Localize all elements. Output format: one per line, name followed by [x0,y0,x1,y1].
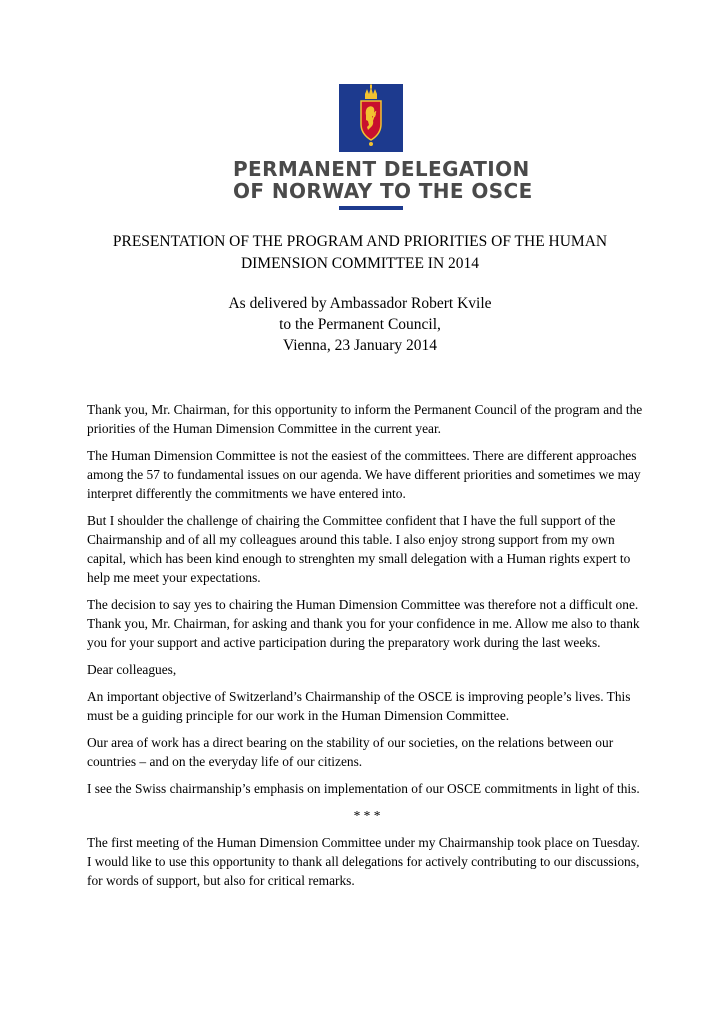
delegation-logo [233,84,533,212]
document-title-line-2: DIMENSION COMMITTEE IN 2014 [240,255,480,272]
paragraph: Our area of work has a direct bearing on the stability of our societies, on the relations between our countries – and on the everyday life of our citizens. [87,735,614,769]
paragraph: The first meeting of the Human Dimension Committee under my Chairmanship took place on Tuesday. I would like to use this opportunity to thank all delegations for actively contributing to our discussions, for words of support, but also for critical remarks. [87,835,640,888]
org-name-line-1: PERMANENT DELEGATION [233,157,530,181]
paragraph: The Human Dimension Committee is not the easiest of the committees. There are different approaches among the 57 to fundamental issues on our agenda. We have different priorities and sometimes we may interpret differently the commitments we have entered into. [87,448,641,501]
subtitle-place-date: Vienna, 23 January 2014 [282,337,438,354]
section-separator: * * * [353,808,381,823]
org-name-line-2: OF NORWAY TO THE OSCE [233,179,533,203]
coat-of-arms-icon [339,84,403,152]
salutation: Dear colleagues, [87,662,177,677]
paragraph: I see the Swiss chairmanship’s emphasis on implementation of our OSCE commitments in light of this. [87,781,640,796]
paragraph: But I shoulder the challenge of chairing the Committee confident that I have the full support of the Chairmanship and of all my colleagues around this table. I also enjoy strong support from my own capital, which has been kind enough to strenghten my small delegation with a Human rights expert to help me meet your expectations. [87,513,631,585]
paragraph: An important objective of Switzerland’s Chairmanship of the OSCE is improving people’s lives. This must be a guiding principle for our work in the Human Dimension Committee. [87,689,631,723]
subtitle-speaker: As delivered by Ambassador Robert Kvile [228,295,492,312]
paragraph: The decision to say yes to chairing the Human Dimension Committee was therefore not a difficult one. Thank you, Mr. Chairman, for asking and thank you for your confidence in me. Allow me also to thank you for your support and active participation during the preparatory work during the last weeks. [87,597,640,650]
document-body [87,400,647,898]
document-title-line-1: PRESENTATION OF THE PROGRAM AND PRIORITIES OF THE HUMAN [112,233,608,250]
paragraph: Thank you, Mr. Chairman, for this opportunity to inform the Permanent Council of the program and the priorities of the Human Dimension Committee in the current year. [87,402,643,436]
logo-divider [339,206,403,210]
subtitle-audience: to the Permanent Council, [279,316,441,333]
